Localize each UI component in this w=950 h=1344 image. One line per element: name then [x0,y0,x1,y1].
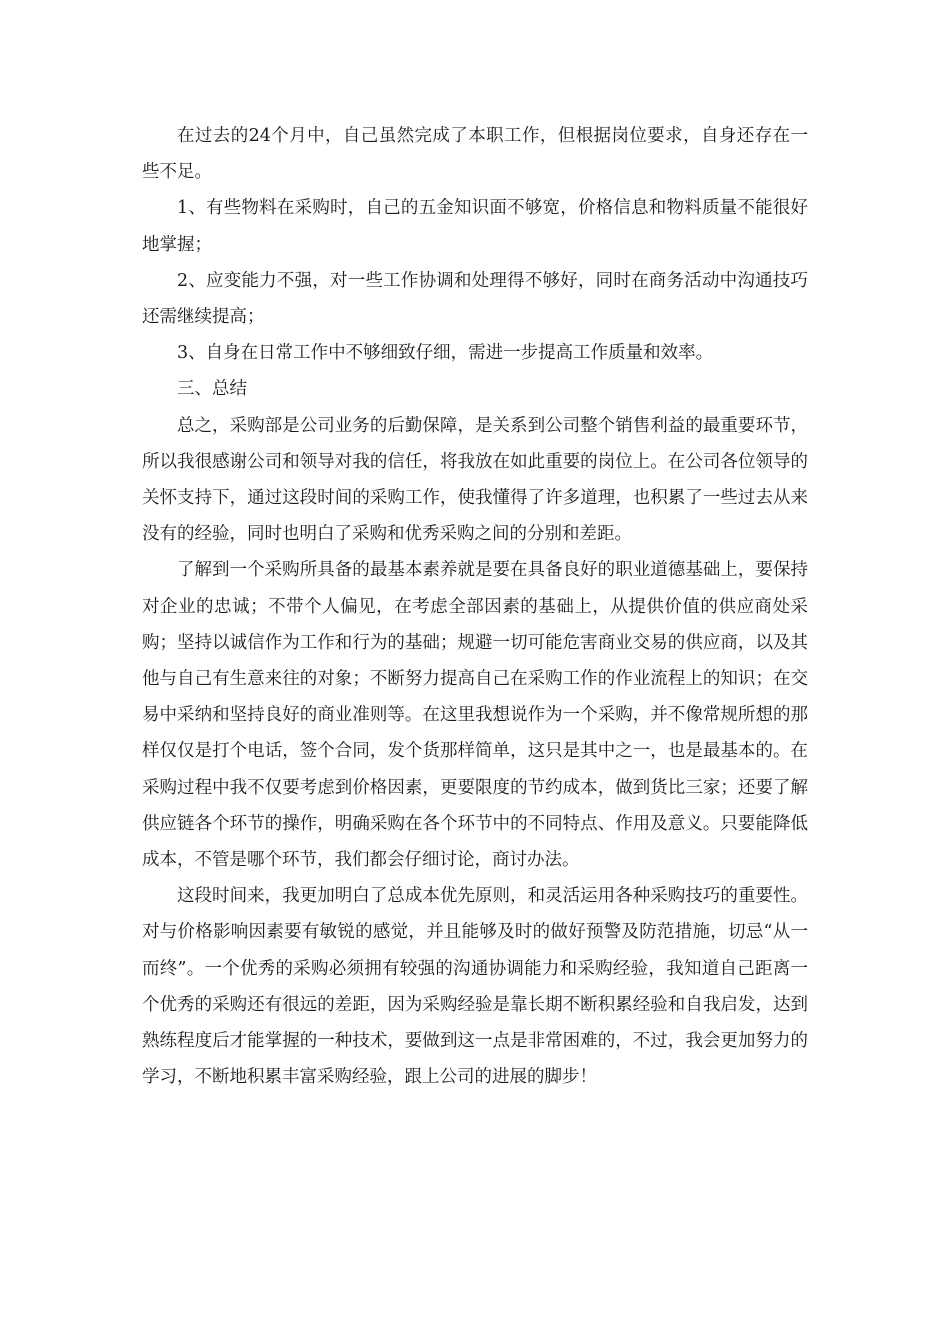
paragraph-shortcomings-intro: 在过去的24个月中，自己虽然完成了本职工作，但根据岗位要求，自身还存在一些不足。 [142,126,808,183]
paragraph-purchasing-qualities: 了解到一个采购所具备的最基本素养就是要在具备良好的职业道德基础上，要保持对企业的忠诚；不带个人偏见，在考虑全部因素的基础上，从提供价值的供应商处采购；坚持以诚信作为工作和行为的基础；规避一切可能危害商业交易的供应商，以及其他与自己有生意来往的对象；不断努力提高自己在采购工作的作业流程上的知识；在交易中采纳和坚持良好的商业准则等。在这里我想说作为一个采购，并不像常规所想的那样仅仅是打个电话，签个合同，发个货那样简单，这只是其中之一，也是最基本的。在采购过程中我不仅要考虑到价格因素，更要限度的节约成本，做到货比三家；还要了解供应链各个环节的操作，明确采购在各个环节中的不同特点、作用及意义。只要能降低成本，不管是哪个环节，我们都会仔细讨论，商讨办法。 [142,560,808,871]
paragraph-shortcoming-2: 2、应变能力不强，对一些工作协调和处理得不够好，同时在商务活动中沟通技巧还需继续提高； [142,270,808,328]
paragraph-conclusion: 这段时间来，我更加明白了总成本优先原则，和灵活运用各种采购技巧的重要性。对与价格影响因素要有敏锐的感觉，并且能够及时的做好预警及防范措施，切忌“从一而终”。一个优秀的采购必须拥有较强的沟通协调能力和采购经验，我知道自己距离一个优秀的采购还有很远的差距，因为采购经验是靠长期不断积累经验和自我启发，达到熟练程度后才能掌握的一种技术，要做到这一点是非常困难的，不过，我会更加努力的学习，不断地积累丰富采购经验，跟上公司的进展的脚步！ [142,886,808,1088]
document-page [142,118,808,1095]
paragraph-summary: 总之，采购部是公司业务的后勤保障，是关系到公司整个销售利益的最重要环节，所以我很感谢公司和领导对我的信任，将我放在如此重要的岗位上。在公司各位领导的关怀支持下，通过这段时间的采购工作，使我懂得了许多道理，也积累了一些过去从来没有的经验，同时也明白了采购和优秀采购之间的分别和差距。 [142,415,808,545]
section-heading-summary: 三、总结 [177,379,247,400]
paragraph-shortcoming-1: 1、有些物料在采购时，自己的五金知识面不够宽，价格信息和物料质量不能很好地掌握； [142,198,808,255]
paragraph-shortcoming-3: 3、自身在日常工作中不够细致仔细，需进一步提高工作质量和效率。 [177,343,714,364]
